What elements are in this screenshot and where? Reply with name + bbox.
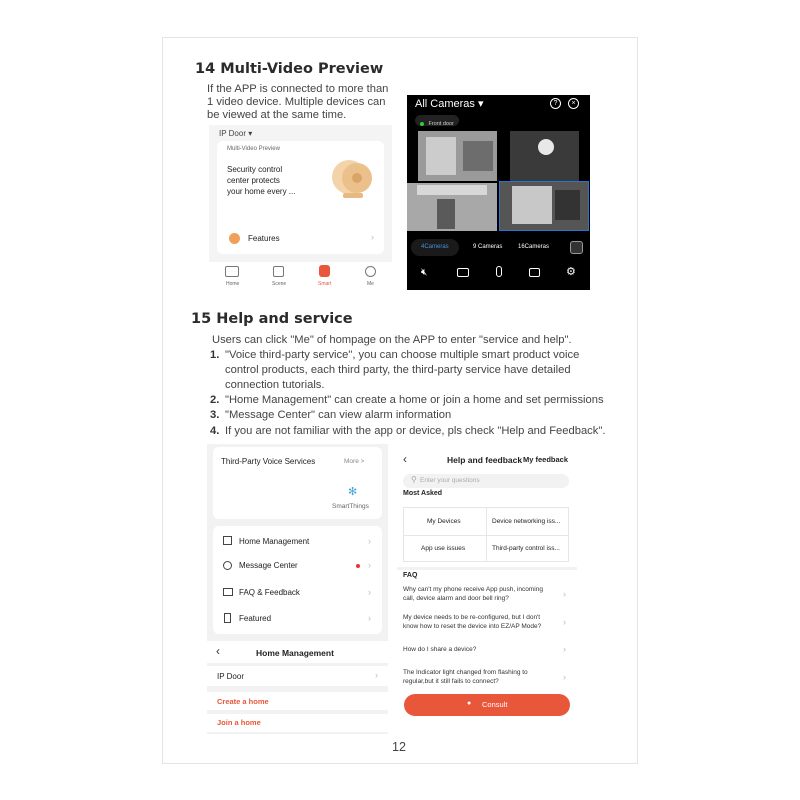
front-door-label: Front door (428, 120, 454, 127)
home-name[interactable]: IP Door ▾ (219, 129, 253, 138)
dropdown-arrow-icon: ▾ (477, 98, 484, 110)
card-text-3: your home every ... (227, 187, 296, 196)
me-icon[interactable] (365, 266, 376, 277)
grid-my-devices[interactable]: My Devices (427, 518, 461, 525)
card-text-2: center protects (227, 176, 280, 185)
voice-services-card[interactable] (213, 447, 382, 519)
video-feed-3[interactable] (407, 183, 497, 231)
features-row[interactable] (217, 224, 384, 254)
smartthings-icon: ✻ (348, 486, 358, 498)
faq-2-line-2: know how to reset the device into EZ/AP Mode? (403, 623, 542, 630)
faq-item-3[interactable] (403, 646, 573, 660)
consult-icon: ● (467, 700, 472, 707)
nav-home-label[interactable]: Home (226, 281, 240, 287)
unread-dot-icon (356, 564, 360, 568)
home-management-icon (223, 536, 232, 545)
menu-faq-feedback[interactable]: FAQ & Feedback (239, 588, 300, 597)
scene-icon[interactable] (273, 266, 284, 277)
menu-featured[interactable]: Featured (239, 614, 272, 623)
most-asked-grid (403, 507, 569, 562)
item-2-line-1: "Home Management" can create a home or join a home and set permissions (225, 394, 604, 406)
join-home-row[interactable] (207, 714, 388, 732)
message-center-icon (223, 561, 232, 570)
section-15-intro: Users can click "Me" of hompage on the APP to enter "service and help". (212, 334, 572, 346)
multi-video-phone-screenshot (209, 125, 392, 291)
faq-4-line-2: regular,but it still fails to connect? (403, 678, 499, 685)
item-1-line-2: control products, each third party, the third-party service have detailed (225, 364, 571, 376)
record-icon[interactable] (529, 268, 540, 277)
menu-home-management[interactable]: Home Management (239, 537, 310, 546)
more-link[interactable]: More > (344, 458, 365, 465)
section-15-title: 15 Help and service (191, 311, 353, 327)
camera-illustration-icon (325, 155, 377, 201)
help-icon[interactable]: ? (550, 98, 561, 109)
item-3-line-1: "Message Center" can view alarm information (225, 409, 452, 421)
layout-icon[interactable] (570, 241, 583, 254)
chevron-right-icon: › (375, 670, 378, 680)
my-feedback-link[interactable]: My feedback (523, 455, 569, 464)
mute-icon[interactable]: 🔇︎ (421, 267, 428, 278)
me-services-screenshot (207, 444, 388, 734)
most-asked-heading: Most Asked (403, 490, 443, 497)
grid-third-party-control[interactable]: Third-party control iss... (492, 545, 560, 552)
chevron-right-icon: › (371, 232, 374, 242)
bottom-nav (209, 262, 392, 291)
features-icon (229, 233, 240, 244)
home-management-header (207, 641, 388, 663)
faq-2-line-1: My device needs to be re-configured, but I don't (403, 614, 541, 621)
faq-item-2[interactable] (403, 614, 573, 638)
features-label: Features (248, 234, 280, 243)
menu-message-center[interactable]: Message Center (239, 561, 298, 570)
card-text-1: Security control (227, 165, 283, 174)
settings-gear-icon[interactable]: ⚙︎ (566, 266, 576, 278)
faq-feedback-icon (223, 588, 233, 596)
multi-video-card[interactable] (217, 141, 384, 234)
nav-scene-label[interactable]: Scene (272, 281, 287, 287)
featured-bookmark-icon (224, 613, 231, 623)
grid-device-networking[interactable]: Device networking iss... (492, 518, 561, 525)
back-arrow-icon[interactable]: ‹ (403, 452, 407, 466)
tab-16-cameras[interactable]: 16Cameras (518, 244, 550, 250)
close-icon[interactable]: × (568, 98, 579, 109)
tab-4-cameras[interactable] (411, 239, 459, 256)
grid-app-use[interactable]: App use issues (421, 545, 466, 552)
smart-icon[interactable] (319, 265, 330, 277)
faq-3-line-1: How do I share a device? (403, 646, 477, 653)
item-3-number: 3. (210, 409, 220, 421)
item-1-line-1: "Voice third-party service", you can choose multiple smart product voice (225, 349, 580, 361)
item-1-number: 1. (210, 349, 220, 361)
smartthings-label[interactable]: SmartThings (332, 503, 369, 510)
chevron-right-icon: › (563, 644, 566, 654)
chevron-right-icon: › (368, 613, 371, 623)
chevron-right-icon: › (563, 589, 566, 599)
chevron-right-icon: › (563, 617, 566, 627)
card-label: Multi-Video Preview (227, 146, 280, 152)
search-icon: ⚲ (411, 475, 417, 484)
home-row-label: IP Door (217, 672, 244, 681)
all-cameras-screenshot (407, 95, 590, 290)
faq-heading: FAQ (403, 572, 418, 579)
page-number: 12 (392, 740, 406, 754)
consult-label: Consult (482, 700, 508, 709)
chevron-down-icon: ▾ (248, 129, 253, 138)
help-feedback-screenshot (397, 444, 577, 724)
nav-smart-label[interactable]: Smart (318, 281, 332, 287)
camera-count-tabs (407, 239, 590, 257)
settings-menu-card (213, 526, 382, 634)
camera-controls (407, 265, 590, 285)
faq-item-4[interactable] (403, 669, 573, 693)
home-icon[interactable] (225, 266, 239, 277)
consult-button[interactable] (404, 694, 570, 716)
chevron-right-icon: › (368, 587, 371, 597)
front-door-badge (415, 115, 459, 126)
online-dot-icon (420, 122, 424, 126)
tab-9-cameras[interactable]: 9 Cameras (473, 244, 503, 250)
section-14-line-1: If the APP is connected to more than (207, 83, 389, 95)
voice-services-title: Third-Party Voice Services (221, 457, 316, 466)
item-2-number: 2. (210, 394, 220, 406)
item-4-line-1: If you are not familiar with the app or device, pls check "Help and Feedback". (225, 425, 606, 437)
chevron-right-icon: › (368, 536, 371, 546)
section-14-line-3: be viewed at the same time. (207, 109, 347, 121)
all-cameras-title[interactable]: All Cameras ▾ (415, 98, 484, 110)
video-feed-1[interactable] (418, 131, 497, 181)
chevron-right-icon: › (563, 672, 566, 682)
faq-4-line-1: The Indicator light changed from flashing to (403, 669, 528, 676)
join-home-link: Join a home (217, 718, 261, 727)
back-arrow-icon[interactable]: ‹ (216, 644, 220, 658)
search-input[interactable] (403, 474, 569, 488)
tab-4-cameras-label: 4Cameras (421, 244, 449, 250)
help-title: Help and feedback (447, 455, 523, 465)
create-home-link: Create a home (217, 697, 269, 706)
faq-1-line-1: Why can't my phone receive App push, incoming (403, 586, 543, 593)
home-row[interactable] (207, 666, 388, 686)
faq-1-line-2: call, device alarm and door bell ring? (403, 595, 509, 602)
chevron-right-icon: › (368, 560, 371, 570)
item-1-line-3: connection tutorials. (225, 379, 325, 391)
section-14-line-2: 1 video device. Multiple devices can (207, 96, 386, 108)
nav-me-label[interactable]: Me (367, 281, 374, 287)
microphone-icon[interactable] (496, 266, 502, 277)
item-4-number: 4. (210, 425, 220, 437)
faq-item-1[interactable] (403, 586, 573, 610)
search-placeholder: Enter your questions (420, 477, 480, 484)
video-feed-2[interactable] (510, 131, 579, 181)
home-management-title: Home Management (256, 648, 334, 658)
video-feed-4[interactable] (499, 181, 589, 231)
snapshot-icon[interactable] (457, 268, 469, 277)
section-14-title: 14 Multi-Video Preview (195, 61, 384, 77)
create-home-row[interactable] (207, 692, 388, 710)
